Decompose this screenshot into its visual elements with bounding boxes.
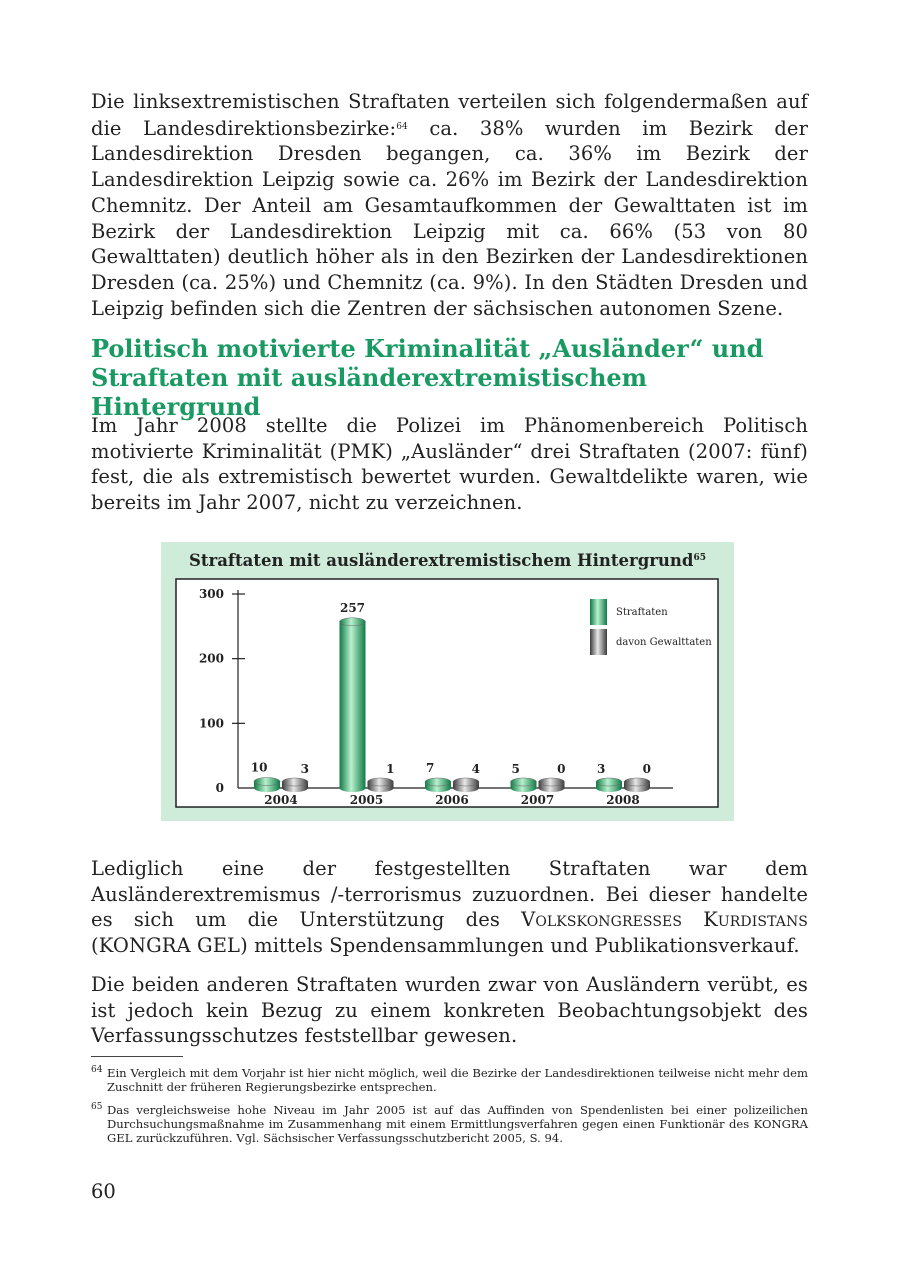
- y-tick-label: 100: [198, 716, 224, 731]
- paragraph-kongra-gel: [91, 856, 808, 959]
- data-label: 1: [386, 762, 395, 776]
- x-tick-label: 2007: [520, 793, 555, 807]
- data-label: 4: [471, 762, 480, 776]
- bar-cap: [425, 778, 451, 786]
- legend-label: Straftaten: [616, 607, 668, 618]
- footnote-text: Das vergleichsweise hohe Niveau im Jahr 2005 ist auf das Auffinden von Spendenlisten bei einer polizeilichen Durchsuchungsmaßnahme im Zusammenhang mit einem Ermittlungsverfahren gegen einen Funktionär des KONGRA GEL zurückzuführen. Vgl. Sächsischer Verfassungsschutzbericht 2005, S. 94.: [107, 1103, 808, 1146]
- bar-cap: [282, 778, 308, 786]
- chart-container: [161, 542, 734, 821]
- heading-line-2: Straftaten mit ausländerextremistischem Hintergrund: [91, 363, 648, 421]
- bar-cap: [624, 778, 650, 786]
- legend-label: davon Gewalttaten: [616, 637, 712, 648]
- footnote-ref[interactable]: 64: [396, 121, 408, 132]
- x-tick-label: 2004: [264, 793, 298, 807]
- x-tick-label: 2005: [349, 793, 384, 807]
- footnote-divider: [91, 1056, 183, 1057]
- data-label: 0: [557, 762, 566, 776]
- data-label: 10: [250, 760, 268, 775]
- y-tick-label: 0: [215, 781, 224, 795]
- bar-cap: [539, 778, 565, 786]
- bar-cap: [340, 618, 366, 626]
- bar-cap: [453, 778, 479, 786]
- bar-cap: [368, 778, 394, 786]
- paragraph-text: Lediglich eine der festgestellten Straftaten war dem Ausländerextremismus /-terrorismus zuzuordnen. Bei dieser handelte es sich um die Unterstützung des: [91, 857, 808, 932]
- paragraph-pmk-auslaender: Im Jahr 2008 stellte die Polizei im Phänomenbereich Politisch motivierte Kriminalität (PMK) „Ausländer“ drei Straftaten (2007: fünf) fest, die als extremistisch bewertet wurden. Gewaltdelikte waren, wie bereits im Jahr 2007, nicht zu verzeichnen.: [91, 414, 808, 515]
- y-tick-label: 300: [198, 587, 224, 601]
- bar-chart: [161, 542, 734, 821]
- x-tick-label: 2008: [606, 793, 640, 807]
- data-label: 5: [511, 762, 520, 776]
- footnote-text: Ein Vergleich mit dem Vorjahr ist hier nicht möglich, weil die Bezirke der Landesdirektionen teilweise nicht mehr dem Zuschnitt der früheren Regierungsbezirke entsprechen.: [107, 1066, 808, 1095]
- bar-straftaten-2005: [340, 622, 366, 788]
- footnote-64: [91, 1066, 808, 1094]
- data-label: 3: [300, 762, 309, 776]
- paragraph-text: ca. 38% wurden im Bezirk der Landesdirektion Dresden begangen, ca. 36% im Bezirk der Landesdirektion Leipzig sowie ca. 26% im Bezirk der Landesdirektion Chemnitz. Der Anteil am Gesamtaufkommen der Gewalttaten ist im Bezirk der Landesdirektion Leipzig mit ca. 66% (53 von 80 Gewalttaten) deutlich höher als in den Bezirken der Landesdirektionen Dresden (ca. 25%) und Chemnitz (ca. 9%). In den Städten Dresden und Leipzig befinden sich die Zentren der sächsischen autonomen Szene.: [91, 116, 808, 320]
- paragraph-text: Die linksextremistischen Straftaten verteilen sich folgendermaßen auf die Landesdirektionsbezirke:: [91, 90, 808, 140]
- footnote-ref[interactable]: 65: [693, 553, 706, 563]
- footnote-number: 65: [91, 1102, 103, 1112]
- bar-cap: [254, 778, 280, 786]
- paragraph-linksextremismus: [91, 89, 808, 321]
- bar-base: [340, 784, 366, 792]
- data-label: 0: [642, 762, 651, 776]
- bar-cap: [596, 778, 622, 786]
- data-label: 3: [596, 762, 606, 776]
- data-label: 7: [425, 761, 435, 775]
- heading-line-1: Politisch motivierte Kriminalität „Ausländer“ und: [91, 334, 764, 363]
- legend-swatch-gewalttaten: [590, 629, 607, 655]
- footnote-number: 64: [91, 1065, 103, 1075]
- paragraph-text: (KONGRA GEL) mittels Spendensammlungen und Publikationsverkauf.: [91, 934, 800, 958]
- section-heading: [91, 334, 811, 421]
- footnote-65: [91, 1103, 808, 1146]
- legend-swatch-straftaten: [590, 599, 607, 625]
- page-number: 60: [91, 1180, 116, 1203]
- x-tick-label: 2006: [435, 793, 469, 807]
- paragraph-andere-straftaten: Die beiden anderen Straftaten wurden zwar von Ausländern verübt, es ist jedoch kein Bezug zu einem konkreten Beobachtungsobjekt des Verfassungsschutzes feststellbar gewesen.: [91, 973, 808, 1048]
- data-label: 257: [339, 600, 366, 615]
- y-tick-label: 200: [198, 651, 224, 666]
- bar-cap: [511, 778, 537, 786]
- organization-name: Volkskongresses Kurdistans: [521, 908, 808, 932]
- chart-title-text: Straftaten mit ausländerextremistischem Hintergrund: [189, 551, 694, 570]
